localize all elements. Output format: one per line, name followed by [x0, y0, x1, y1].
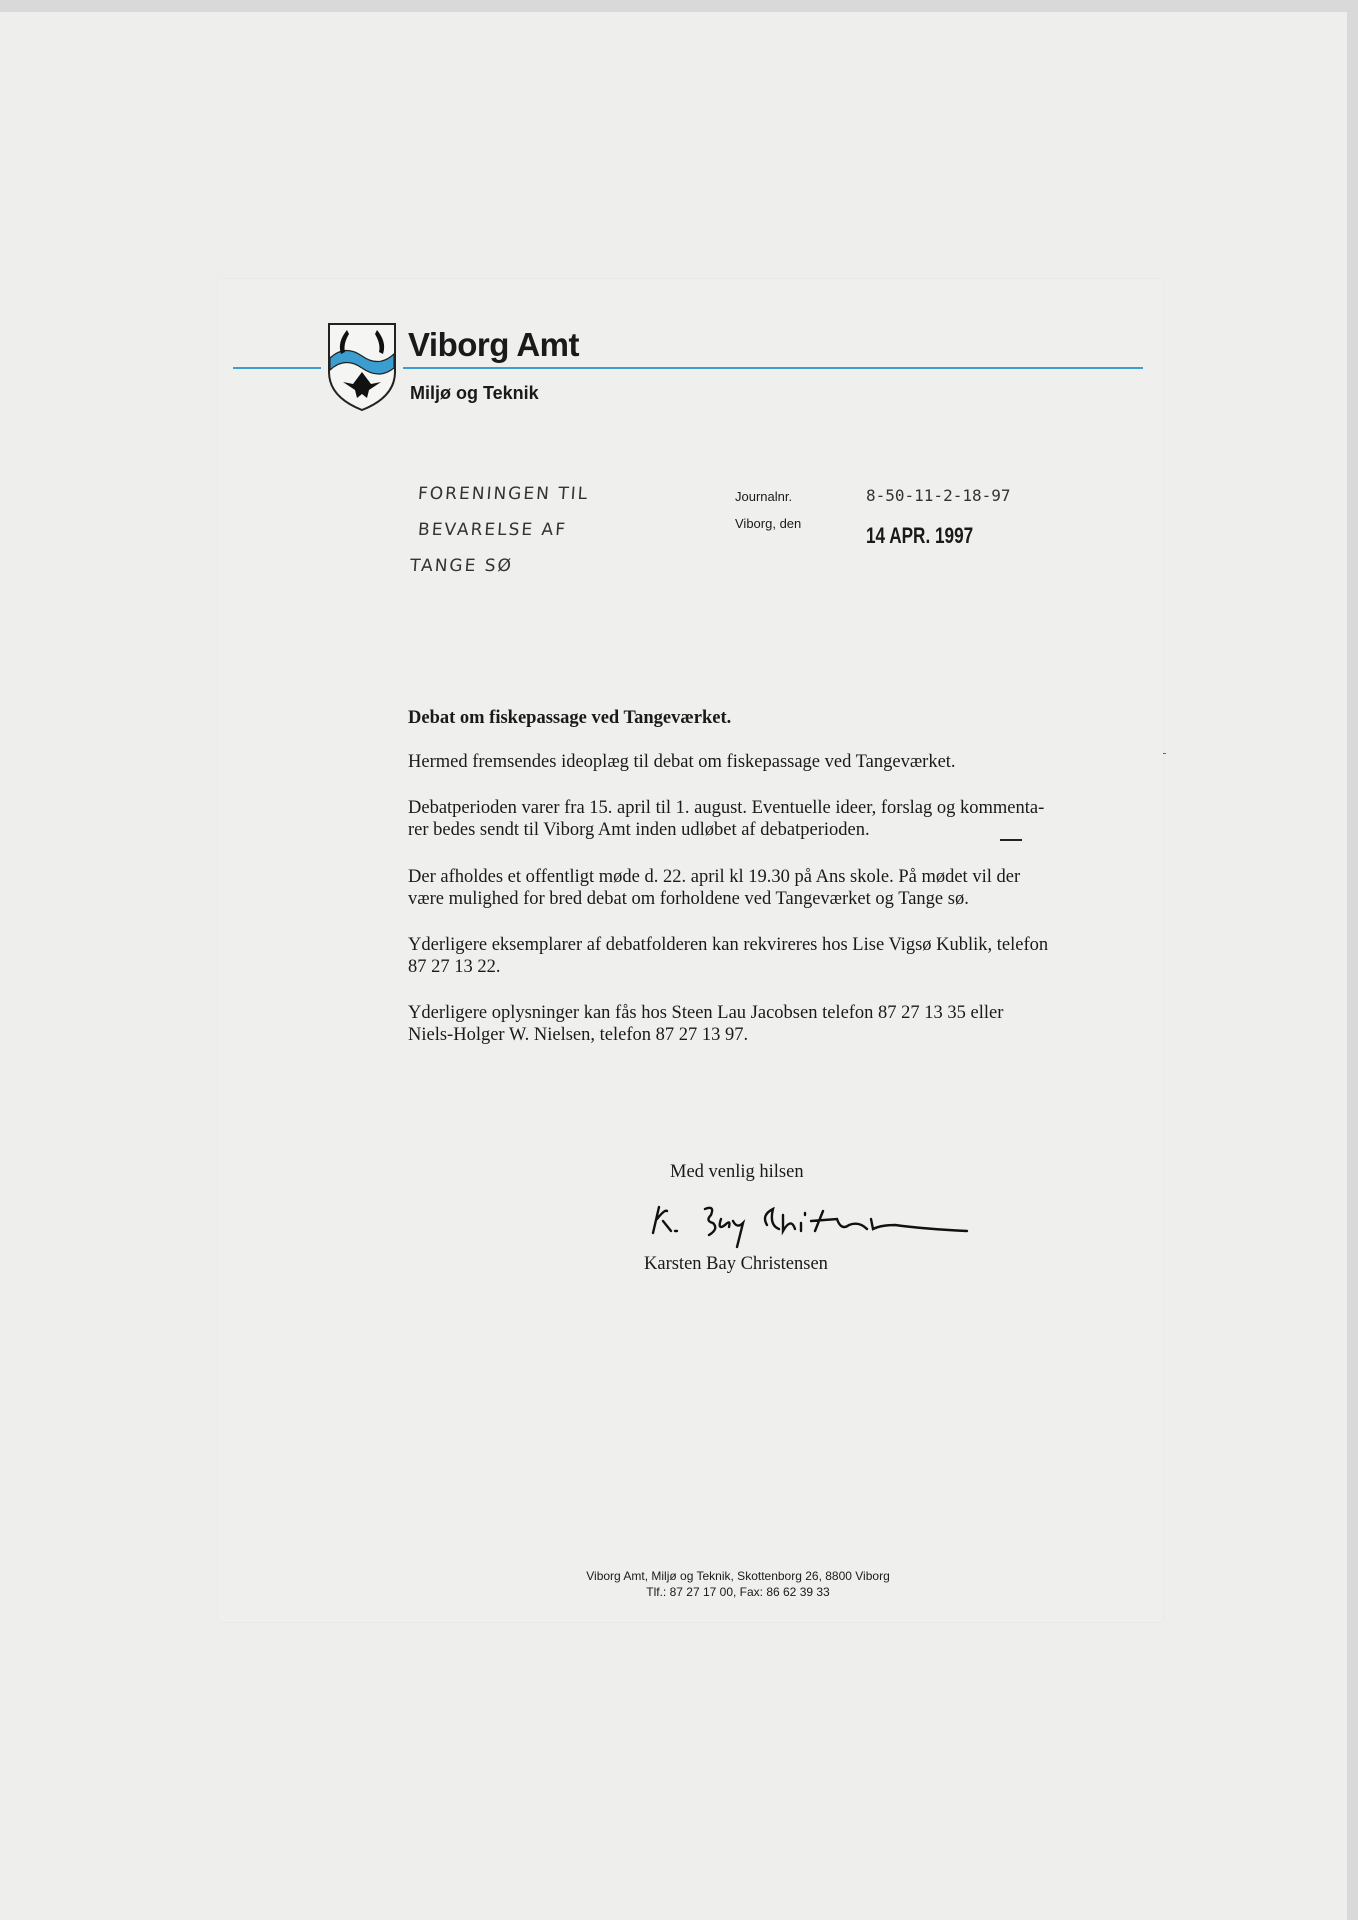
signature: [645, 1195, 975, 1255]
header-rule-left: [233, 367, 321, 369]
paragraph-line: Der afholdes et offentligt møde d. 22. april kl 19.30 på Ans skole. På mødet vil der: [408, 867, 1021, 887]
ink-mark: [1000, 839, 1022, 841]
signatory-name: Karsten Bay Christensen: [644, 1254, 828, 1274]
footer-address: Viborg Amt, Miljø og Teknik, Skottenborg 26, 8800 Viborg: [586, 1569, 890, 1583]
paragraph: [408, 751, 956, 773]
footer-phone-fax: Tlf.: 87 27 17 00, Fax: 86 62 39 33: [646, 1585, 830, 1599]
org-name: Viborg Amt: [408, 326, 580, 363]
paragraph-line: Niels-Holger W. Nielsen, telefon 87 27 13 97.: [408, 1025, 749, 1045]
paragraph-line: Hermed fremsendes ideoplæg til debat om fiskepassage ved Tangeværket.: [408, 752, 956, 772]
subject-heading: Debat om fiskepassage ved Tangeværket.: [408, 708, 732, 728]
paragraph-line: være mulighed for bred debat om forholdene ved Tangeværket og Tange sø.: [408, 889, 969, 909]
coat-of-arms-icon: [327, 322, 397, 412]
department-name: Miljø og Teknik: [410, 383, 539, 403]
paragraph: [408, 1002, 1003, 1046]
paragraph: [408, 934, 1048, 978]
journal-number: 8-50-11-2-18-97: [866, 486, 1011, 505]
paragraph: [408, 797, 1044, 841]
handwritten-recipient-line: FORENINGEN TIL: [417, 484, 590, 504]
paragraph: [408, 866, 1020, 910]
header-rule-right: [403, 367, 1143, 369]
handwritten-recipient-line: BEVARELSE AF: [417, 520, 568, 540]
journal-label: Journalnr.: [735, 489, 793, 504]
handwritten-recipient-line: TANGE SØ: [409, 556, 514, 576]
paragraph-line: Debatperioden varer fra 15. april til 1. august. Eventuelle ideer, forslag og kommenta-: [408, 798, 1045, 818]
paragraph-line: Yderligere oplysninger kan fås hos Steen Lau Jacobsen telefon 87 27 13 35 eller: [408, 1003, 1004, 1023]
paragraph-line: Yderligere eksemplarer af debatfolderen kan rekvireres hos Lise Vigsø Kublik, telefon: [408, 935, 1049, 955]
paragraph-line: 87 27 13 22.: [408, 957, 501, 977]
salutation: Med venlig hilsen: [670, 1162, 804, 1182]
date-label: Viborg, den: [735, 516, 802, 531]
date-stamp: 14 APR. 1997: [866, 523, 974, 548]
paragraph-line: rer bedes sendt til Viborg Amt inden udløbet af debatperioden.: [408, 820, 870, 840]
footer: [538, 1568, 938, 1600]
